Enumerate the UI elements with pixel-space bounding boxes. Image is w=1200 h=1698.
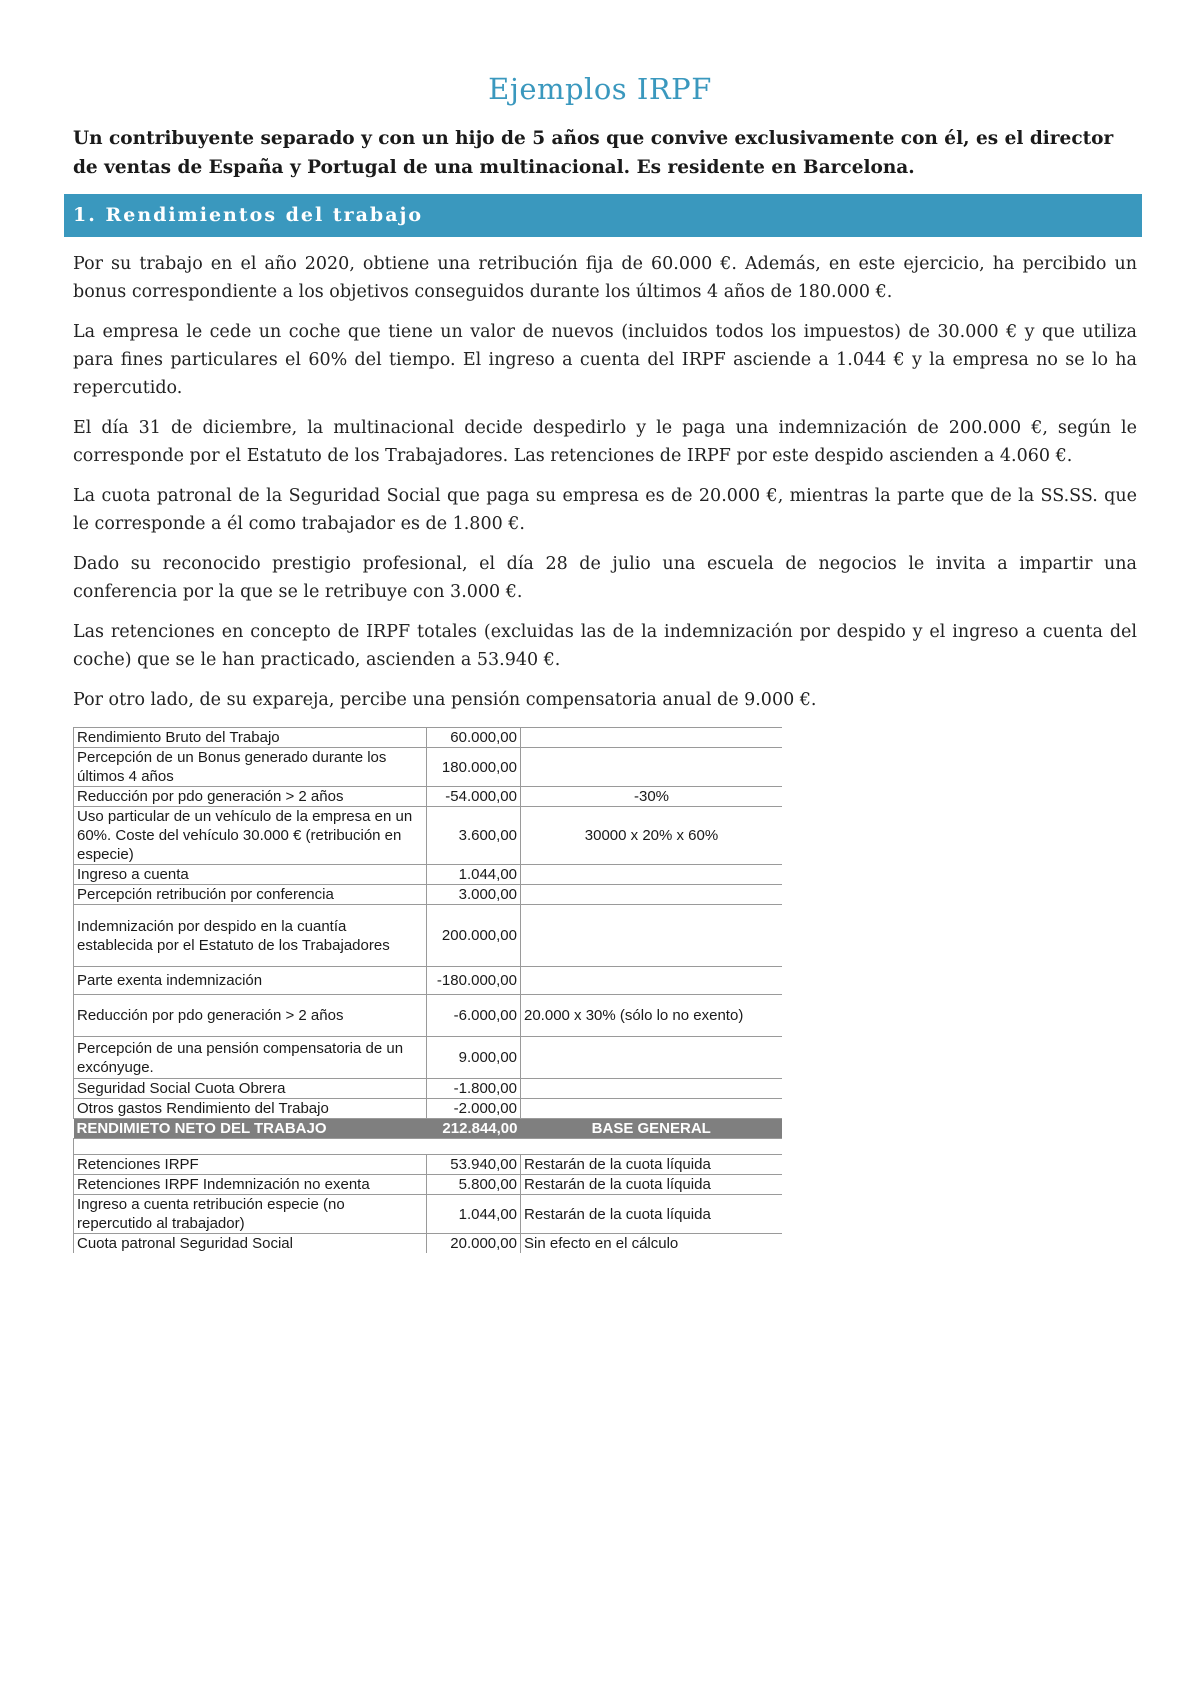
table-row — [74, 905, 783, 967]
note-cell — [521, 1079, 783, 1099]
note-cell — [521, 967, 783, 995]
total-amount: 212.844,00 — [427, 1119, 521, 1139]
total-note: BASE GENERAL — [521, 1119, 783, 1139]
amount-cell: 200.000,00 — [427, 905, 521, 967]
note-cell — [521, 748, 783, 787]
page-title: Ejemplos IRPF — [488, 72, 712, 106]
amount-cell: -1.800,00 — [427, 1079, 521, 1099]
retention-row — [74, 1175, 783, 1195]
table-row — [74, 728, 783, 748]
amount-cell: 9.000,00 — [427, 1037, 521, 1079]
table-row — [74, 885, 783, 905]
total-row — [74, 1119, 783, 1139]
amount-cell: -180.000,00 — [427, 967, 521, 995]
note-cell — [521, 885, 783, 905]
amount-cell: 180.000,00 — [427, 748, 521, 787]
table-row — [74, 787, 783, 807]
concept-cell: Parte exenta indemnización — [74, 967, 427, 995]
table-row — [74, 865, 783, 885]
table-row — [74, 995, 783, 1037]
paragraph: Dado su reconocido prestigio profesional, el día 28 de julio una escuela de negocios le invita a impartir una conferencia por la que se le retribuye con 3.000 €. — [73, 554, 1137, 602]
amount-cell: 5.800,00 — [427, 1175, 521, 1195]
paragraph: Las retenciones en concepto de IRPF totales (excluidas las de la indemnización por despido y el ingreso a cuenta del coche) que se le han practicado, ascienden a 53.940 €. — [73, 622, 1137, 670]
amount-cell: 3.600,00 — [427, 807, 521, 865]
concept-cell: Seguridad Social Cuota Obrera — [74, 1079, 427, 1099]
table-row — [74, 1099, 783, 1119]
note-cell: Restarán de la cuota líquida — [521, 1175, 783, 1195]
concept-cell: Ingreso a cuenta — [74, 865, 427, 885]
note-cell: -30% — [521, 787, 783, 807]
amount-cell: -2.000,00 — [427, 1099, 521, 1119]
paragraph: Por otro lado, de su expareja, percibe una pensión compensatoria anual de 9.000 €. — [73, 690, 817, 710]
concept-cell: Indemnización por despido en la cuantía establecida por el Estatuto de los Trabajadores — [74, 905, 427, 967]
concept-cell: Retenciones IRPF — [74, 1155, 427, 1175]
retention-row — [74, 1195, 783, 1234]
concept-cell: Retenciones IRPF Indemnización no exenta — [74, 1175, 427, 1195]
concept-cell: Percepción retribución por conferencia — [74, 885, 427, 905]
concept-cell: Percepción de una pensión compensatoria de un excónyuge. — [74, 1037, 427, 1079]
amount-cell: -54.000,00 — [427, 787, 521, 807]
table-row — [74, 1079, 783, 1099]
concept-cell: Percepción de un Bonus generado durante los últimos 4 años — [74, 748, 427, 787]
amount-cell: 1.044,00 — [427, 865, 521, 885]
table-row — [74, 807, 783, 865]
note-cell: Restarán de la cuota líquida — [521, 1195, 783, 1234]
amount-cell: 1.044,00 — [427, 1195, 521, 1234]
spacer-cell — [427, 1139, 521, 1155]
concept-cell: Reducción por pdo generación > 2 años — [74, 787, 427, 807]
concept-cell: Ingreso a cuenta retribución especie (no repercutido al trabajador) — [74, 1195, 427, 1234]
note-cell: 30000 x 20% x 60% — [521, 807, 783, 865]
concept-cell: Reducción por pdo generación > 2 años — [74, 995, 427, 1037]
table-row — [74, 1037, 783, 1079]
concept-cell: Rendimiento Bruto del Trabajo — [74, 728, 427, 748]
amount-cell: -6.000,00 — [427, 995, 521, 1037]
spacer-row — [74, 1139, 783, 1155]
retention-row — [74, 1234, 783, 1254]
calculation-table — [73, 727, 782, 1253]
paragraph: El día 31 de diciembre, la multinacional decide despedirlo y le paga una indemnización de 200.000 €, según le corresponde por el Estatuto de los Trabajadores. Las retenciones de IRPF por este despido ascienden a 4.060 €. — [73, 418, 1137, 466]
note-cell — [521, 1037, 783, 1079]
intro-statement: Un contribuyente separado y con un hijo de 5 años que convive exclusivamente con él, es el director de ventas de España y Portugal de una multinacional. Es residente en Barcelona. — [73, 128, 1114, 178]
spacer-cell — [521, 1139, 783, 1155]
spacer-cell — [74, 1139, 427, 1155]
note-cell — [521, 1099, 783, 1119]
paragraph: Por su trabajo en el año 2020, obtiene una retribución fija de 60.000 €. Además, en este ejercicio, ha percibido un bonus correspondiente a los objetivos conseguidos durante los últimos 4 años de 180.000 €. — [73, 254, 1137, 302]
note-cell — [521, 728, 783, 748]
concept-cell: Cuota patronal Seguridad Social — [74, 1234, 427, 1254]
note-cell — [521, 865, 783, 885]
note-cell: Restarán de la cuota líquida — [521, 1155, 783, 1175]
retention-row — [74, 1155, 783, 1175]
paragraph: La empresa le cede un coche que tiene un valor de nuevos (incluidos todos los impuestos) de 30.000 € y que utiliza para fines particulares el 60% del tiempo. El ingreso a cuenta del IRPF asciende a 1.044 € y la empresa no se lo ha repercutido. — [73, 322, 1137, 398]
concept-cell: Otros gastos Rendimiento del Trabajo — [74, 1099, 427, 1119]
note-cell — [521, 905, 783, 967]
amount-cell: 53.940,00 — [427, 1155, 521, 1175]
note-cell: 20.000 x 30% (sólo lo no exento) — [521, 995, 783, 1037]
concept-cell: Uso particular de un vehículo de la empresa en un 60%. Coste del vehículo 30.000 € (retribución en especie) — [74, 807, 427, 865]
table-row — [74, 967, 783, 995]
amount-cell: 60.000,00 — [427, 728, 521, 748]
amount-cell: 3.000,00 — [427, 885, 521, 905]
paragraph: La cuota patronal de la Seguridad Social que paga su empresa es de 20.000 €, mientras la parte que de la SS.SS. que le corresponde a él como trabajador es de 1.800 €. — [73, 486, 1137, 534]
section-heading: 1. Rendimientos del trabajo — [64, 194, 1142, 237]
case-description — [73, 250, 1137, 726]
table-row — [74, 748, 783, 787]
total-label: RENDIMIETO NETO DEL TRABAJO — [74, 1119, 427, 1139]
note-cell: Sin efecto en el cálculo — [524, 1235, 679, 1252]
amount-cell: 20.000,00 — [427, 1234, 521, 1254]
